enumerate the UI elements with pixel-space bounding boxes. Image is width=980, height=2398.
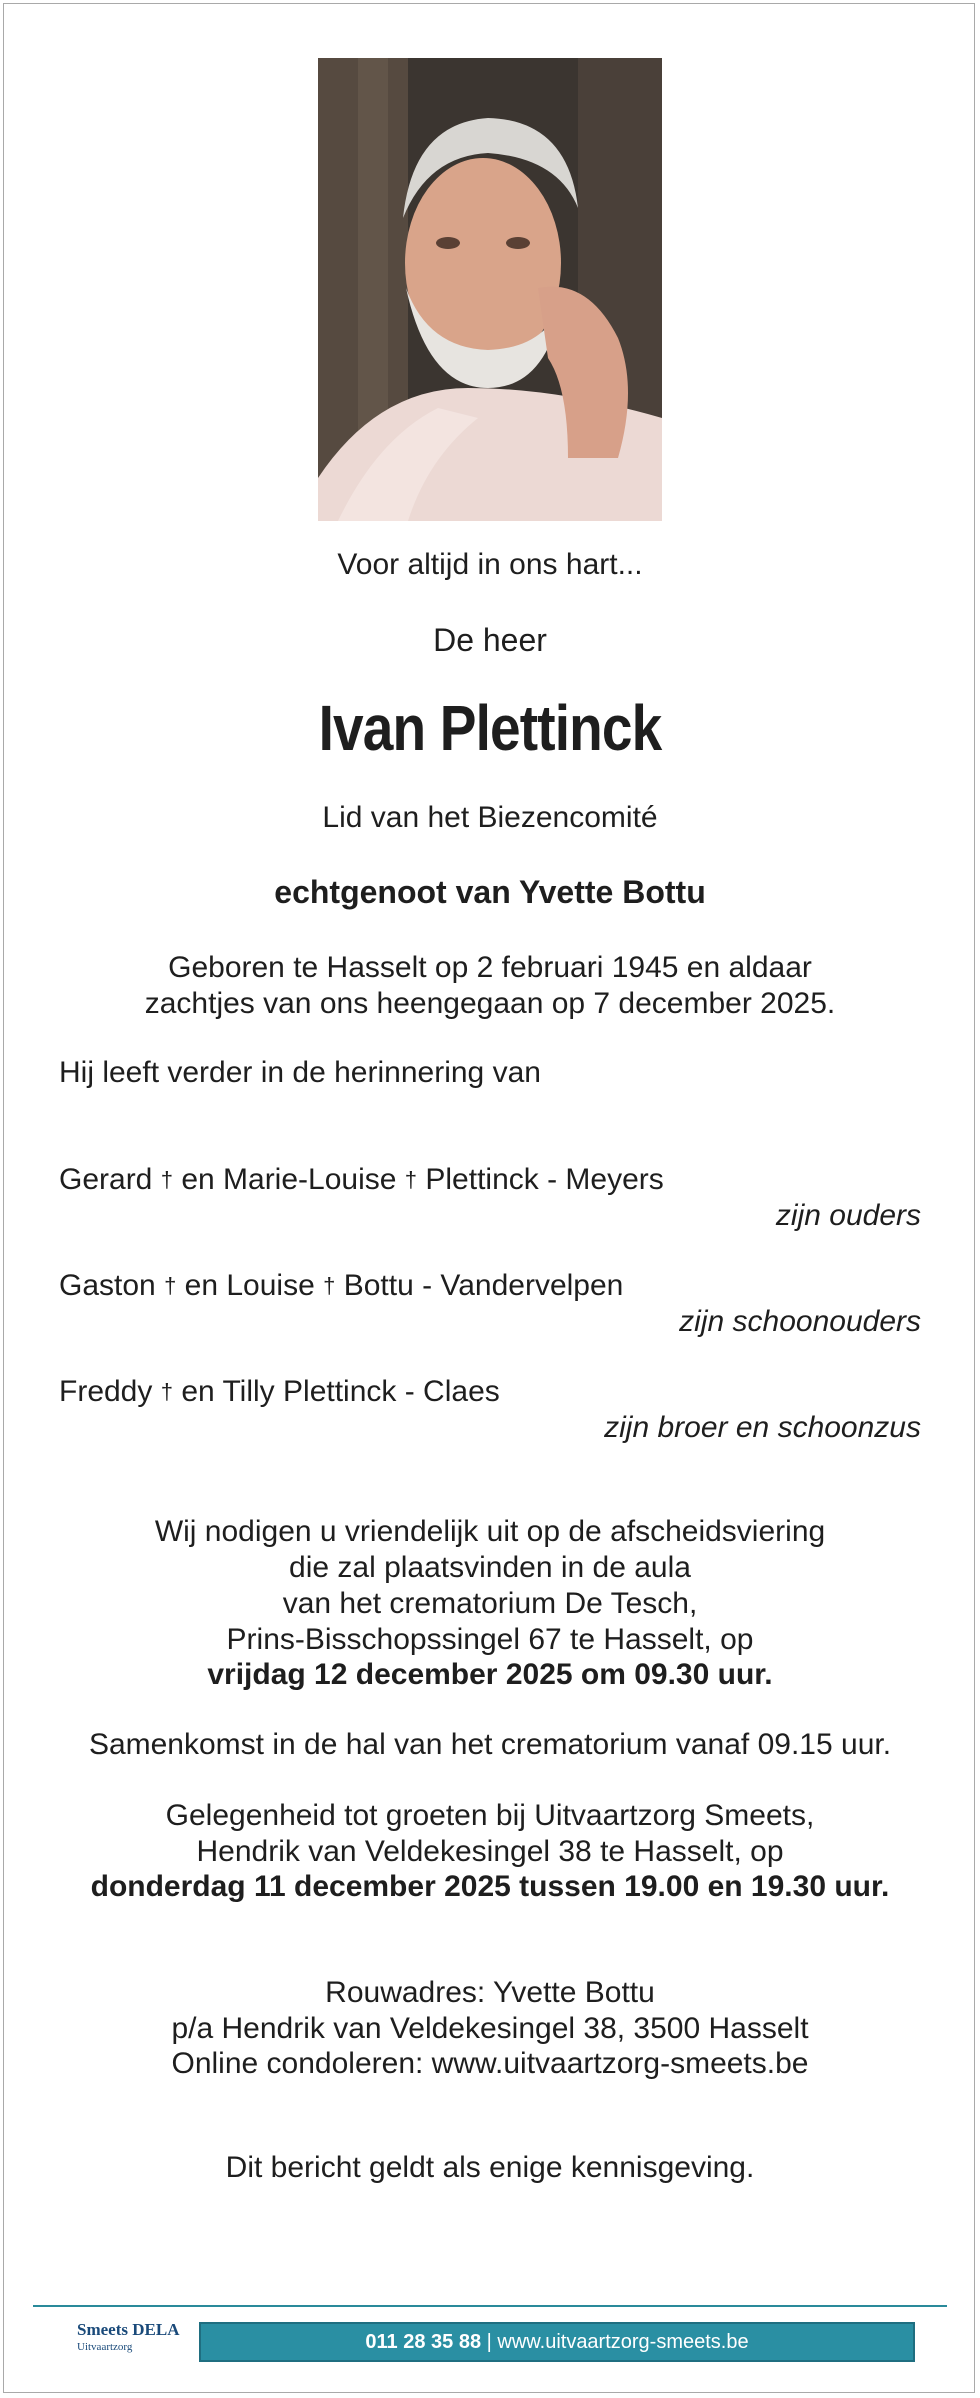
mourning-address: Rouwadres: Yvette Bottu bbox=[325, 1976, 655, 2009]
relative-line-parents: Gerard † en Marie-Louise † Plettinck - Meyers bbox=[59, 1163, 664, 1196]
ceremony-line-2: die zal plaatsvinden in de aula bbox=[289, 1551, 691, 1584]
gathering-info: Samenkomst in de hal van het crematorium vanaf 09.15 uur. bbox=[88, 1728, 892, 1761]
notice: Dit bericht geldt als enige kennisgeving. bbox=[225, 2151, 755, 2184]
membership: Lid van het Biezencomité bbox=[322, 801, 658, 834]
relative-line-parents-in-law: Gaston † en Louise † Bottu - Vandervelpen bbox=[59, 1269, 624, 1302]
website-link[interactable]: www.uitvaartzorg-smeets.be bbox=[497, 2331, 749, 2353]
ceremony-datetime: vrijdag 12 december 2025 om 09.30 uur. bbox=[207, 1658, 773, 1691]
birth-death-line-2: zachtjes van ons heengegaan op 7 december 2025. bbox=[144, 987, 836, 1020]
phone-number: 011 28 35 88 bbox=[365, 2331, 482, 2353]
relation-parents: zijn ouders bbox=[775, 1199, 921, 1232]
footer bbox=[33, 2303, 947, 2373]
cross-icon: † bbox=[160, 1379, 173, 1404]
condolence-visit-line-1: Gelegenheid tot groeten bij Uitvaartzorg Smeets, bbox=[165, 1799, 815, 1832]
mourning-address-street: p/a Hendrik van Veldekesingel 38, 3500 Hasselt bbox=[171, 2012, 809, 2045]
ceremony-line-3: van het crematorium De Tesch, bbox=[282, 1587, 698, 1620]
cross-icon: † bbox=[323, 1273, 336, 1298]
relation-parents-in-law: zijn schoonouders bbox=[679, 1305, 921, 1338]
birth-death-line-1: Geboren te Hasselt op 2 februari 1945 en aldaar bbox=[168, 951, 812, 984]
ceremony-line-4: Prins-Bisschopssingel 67 te Hasselt, op bbox=[226, 1623, 754, 1656]
footer-divider bbox=[33, 2305, 947, 2307]
logo-name: Smeets DELA bbox=[77, 2320, 180, 2339]
relation-sibling: zijn broer en schoonzus bbox=[604, 1411, 921, 1444]
contact-separator: | bbox=[486, 2331, 492, 2353]
condolence-visit-datetime: donderdag 11 december 2025 tussen 19.00 en 19.30 uur. bbox=[90, 1870, 890, 1903]
tagline: Voor altijd in ons hart... bbox=[337, 548, 643, 581]
salutation: De heer bbox=[433, 622, 547, 658]
cross-icon: † bbox=[404, 1167, 418, 1192]
ceremony-line-1: Wij nodigen u vriendelijk uit op de afscheidsviering bbox=[154, 1515, 826, 1548]
portrait-photo bbox=[318, 58, 662, 521]
cross-icon: † bbox=[160, 1167, 173, 1192]
online-condolence: Online condoleren: www.uitvaartzorg-smeets.be bbox=[171, 2047, 809, 2080]
relative-line-sibling: Freddy † en Tilly Plettinck - Claes bbox=[59, 1375, 500, 1408]
condolence-visit-line-2: Hendrik van Veldekesingel 38 te Hasselt, op bbox=[196, 1835, 784, 1868]
contact-bar bbox=[199, 2322, 915, 2362]
cross-icon: † bbox=[164, 1273, 177, 1298]
memory-intro: Hij leeft verder in de herinnering van bbox=[59, 1056, 541, 1089]
deceased-name: Ivan Plettinck bbox=[318, 692, 662, 764]
logo-subtitle: Uitvaartzorg bbox=[77, 2341, 133, 2353]
portrait-image bbox=[318, 58, 662, 521]
spouse-line: echtgenoot van Yvette Bottu bbox=[274, 874, 706, 910]
